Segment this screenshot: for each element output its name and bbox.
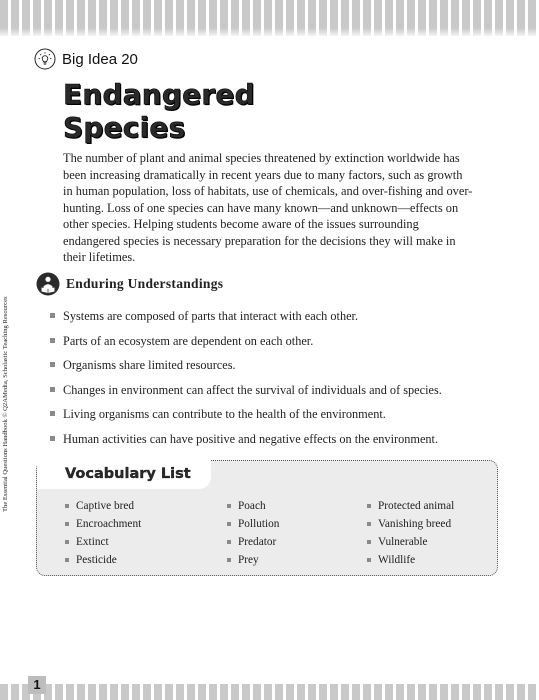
list-item — [50, 430, 490, 455]
vocabulary-term: Pesticide — [76, 554, 117, 566]
vocabulary-term: Encroachment — [76, 518, 142, 530]
vocabulary-term: Extinct — [76, 536, 109, 548]
vocabulary-item — [227, 553, 279, 571]
square-bullet-icon — [65, 522, 69, 526]
list-item — [50, 356, 490, 381]
list-item — [50, 332, 490, 357]
vocabulary-item — [227, 517, 279, 535]
big-idea-header — [34, 48, 138, 70]
enduring-understandings-title: Enduring Understandings — [66, 276, 224, 291]
square-bullet-icon — [227, 540, 231, 544]
list-item-text: Organisms share limited resources. — [63, 358, 236, 373]
square-bullet-icon — [227, 522, 231, 526]
page-title-line-2: Species — [63, 111, 186, 144]
vocabulary-term: Prey — [238, 554, 259, 566]
square-bullet-icon — [65, 540, 69, 544]
vocabulary-item — [367, 553, 454, 571]
vocabulary-column-3 — [367, 499, 454, 571]
intro-paragraph: The number of plant and animal species threatened by extinction worldwide has been increasing dramatically in recent years due to many factors, such as growth in human population, loss of habitats, use of chemicals, and over-fishing and over-hunting. Loss of one species can have many known—and unknown—effects on other species. Helping students become aware of the issues surrounding endangered species is necessary preparation for the decisions they will make in their lifetimes. — [63, 151, 473, 264]
vocabulary-item — [227, 535, 279, 553]
square-bullet-icon — [367, 558, 371, 562]
square-bullet-icon — [50, 387, 55, 392]
page-title — [63, 78, 255, 144]
vocabulary-item — [65, 499, 141, 517]
square-bullet-icon — [50, 362, 55, 367]
vocabulary-column-2 — [227, 499, 279, 571]
list-item-text: Systems are composed of parts that interact with each other. — [63, 309, 359, 323]
square-bullet-icon — [367, 540, 371, 544]
square-bullet-icon — [50, 411, 55, 416]
lightbulb-icon — [34, 48, 56, 70]
top-stripe-fade — [0, 28, 539, 38]
list-item — [50, 307, 490, 332]
square-bullet-icon — [50, 436, 55, 441]
vocabulary-column-1 — [65, 499, 141, 571]
vocabulary-item — [65, 535, 141, 553]
reader-icon — [36, 272, 60, 296]
enduring-understandings-header — [36, 272, 223, 296]
bottom-stripe-decoration — [0, 684, 539, 700]
vocabulary-item — [367, 517, 454, 535]
vocabulary-item — [65, 553, 141, 571]
vocabulary-term: Predator — [238, 536, 277, 548]
vocabulary-term: Protected animal — [378, 500, 455, 512]
vocabulary-box — [36, 460, 498, 576]
big-idea-label: Big Idea 20 — [62, 50, 138, 68]
square-bullet-icon — [50, 338, 55, 343]
square-bullet-icon — [227, 504, 231, 508]
square-bullet-icon — [50, 313, 55, 318]
square-bullet-icon — [367, 504, 371, 508]
vocabulary-title: Vocabulary List — [65, 466, 191, 482]
list-item-text: Human activities can have positive and negative effects on the environment. — [63, 431, 439, 446]
square-bullet-icon — [367, 522, 371, 526]
square-bullet-icon — [65, 504, 69, 508]
enduring-understandings-list — [50, 307, 490, 455]
vocabulary-term: Vulnerable — [378, 536, 428, 548]
list-item-text: Living organisms can contribute to the health of the environment. — [63, 407, 386, 422]
list-item — [50, 405, 490, 430]
square-bullet-icon — [65, 558, 69, 562]
vocabulary-item — [367, 499, 454, 517]
vocabulary-item — [367, 535, 454, 553]
list-item-text: Parts of an ecosystem are dependent on each other. — [63, 333, 314, 348]
vocabulary-term: Poach — [238, 500, 266, 512]
vocabulary-term: Vanishing breed — [378, 518, 452, 530]
vocabulary-item — [65, 517, 141, 535]
vocabulary-item — [227, 499, 279, 517]
page-title-line-1: Endangered — [63, 78, 255, 111]
vocabulary-term: Captive bred — [76, 500, 135, 512]
page-number: 1 — [28, 676, 46, 694]
list-item-text: Changes in environment can affect the survival of individuals and of species. — [63, 382, 442, 397]
list-item — [50, 381, 490, 406]
vocabulary-term: Wildlife — [378, 554, 416, 566]
square-bullet-icon — [227, 558, 231, 562]
vocabulary-term: Pollution — [238, 518, 280, 530]
side-credit: The Essential Questions Handbook © Q2AMedia, Scholastic Teaching Resources — [2, 296, 9, 512]
